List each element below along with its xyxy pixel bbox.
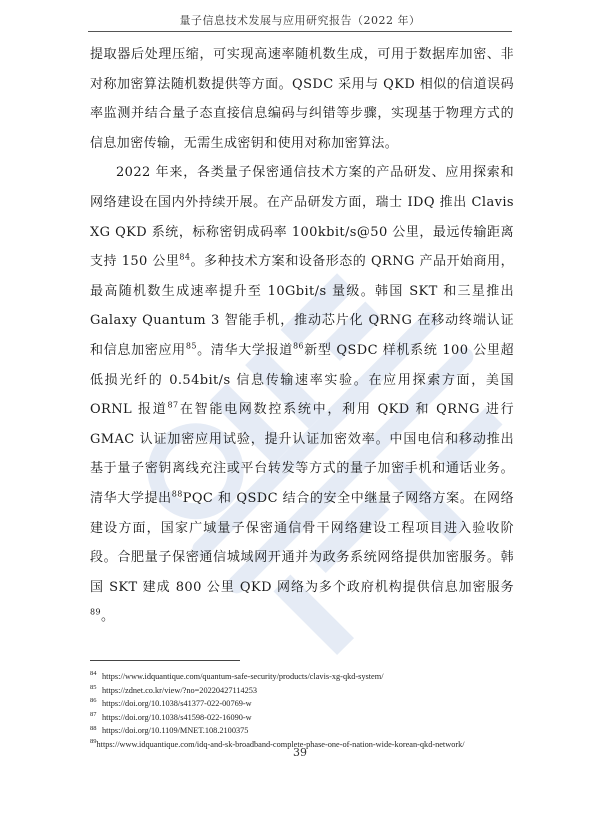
footnote-rule	[90, 660, 240, 661]
paragraph-1	[90, 40, 514, 158]
footnote-89: 89https://www.idquantique.com/idq-and-sk-broadband-complete-phase-one-of-nation-wide-korean-qkd-network/	[90, 738, 465, 749]
footnotes	[90, 670, 520, 752]
footnote-link[interactable]: https://doi.org/10.1038/s41598-022-16090-w	[102, 712, 252, 722]
footnote-link[interactable]: https://doi.org/10.1109/MNET.108.2100375	[102, 726, 249, 736]
body-text	[90, 40, 514, 632]
p2-part-g: 。	[100, 609, 115, 625]
footnote-ref-87[interactable]: 87	[167, 400, 179, 410]
p2-part-c: 。清华大学报道	[196, 342, 293, 358]
footnote-link[interactable]: https://www.idquantique.com/quantum-safe-security/products/clavis-xg-qkd-system/	[102, 672, 384, 681]
footnote-85: 85 https://zdnet.co.kr/view/?no=20220427114253	[90, 683, 258, 695]
footnote-87: 87 https://doi.org/10.1038/s41598-022-16090-w	[90, 711, 252, 722]
p2-part-e: 在智能电网数控系统中，利用 QKD 和 QRNG 进行 GMAC 认证加密应用试验，提升认证加密效率。中国电信和移动推出基于量子密钥离线充注或平台转发等方式的量子加密手机和通话业务。清华大学提出	[90, 402, 514, 506]
footnote-link[interactable]: https://zdnet.co.kr/view/?no=20220427114253	[102, 685, 258, 695]
footnote-link[interactable]: https://doi.org/10.1038/s41377-022-00769-w	[102, 699, 252, 709]
footnote-ref-88[interactable]: 88	[171, 489, 183, 499]
paragraph-2	[90, 158, 514, 632]
footnote-ref-85[interactable]: 85	[185, 341, 197, 351]
footnote-ref-89[interactable]: 89	[90, 607, 101, 617]
footnote-link[interactable]: https://www.idquantique.com/idq-and-sk-broadband-complete-phase-one-of-nation-wide-korean-qkd-network/	[96, 739, 465, 749]
footnote-88: 88 https://doi.org/10.1109/MNET.108.2100375	[90, 724, 249, 736]
footnote-84: 84 https://www.idquantique.com/quantum-safe-security/products/clavis-xg-qkd-system/	[90, 670, 384, 681]
header-rule	[88, 31, 512, 32]
p1-line-1: 提取器后处理压缩，可实现高速率随机数生成，可用于数据库加密、	[90, 47, 501, 62]
p1-line-3: 误码率监测并结合量子态直接信息编码与纠错等步骤，实现基于物理	[90, 76, 514, 122]
p2-part-f: PQC 和 QSDC 结合的安全中继量子网络方案。在网络建设方面，国家广域量子保密通信骨干网络建设工程项目进入验收阶段。合肥量子保密通信城域网开通并为政务系统网络提供加密服务。韩国 SKT 建成 800 公里 QKD 网络为多个政府机构提供信息加密服务	[90, 490, 514, 595]
p1-line-4: 方式的信息加密传输，无需生成密钥和使用对称加密算法。	[90, 106, 515, 151]
p2-part-a: 2022 年来，各类量子保密通信技术方案的产品研发、应用探索和网络建设在国内外持续开展。在产品研发方面，瑞士 IDQ 推出 Clavis XG QKD 系统，标称密钥成码率 100kbit/s@50 公里，最远传输距离支持 150 公里	[90, 165, 514, 270]
p2-part-b: 。多种技术方案和设备形态的 QRNG 产品开始商用，最高随机数生成速率提升至 10Gbit/s 量级。韩国 SKT 和三星推出 Galaxy Quantum 3 智能手机，推动芯片化 QRNG 在移动终端认证和信息加密应用	[90, 254, 514, 358]
p1-line-2: 非对称加密算法随机数提供等方面。QSDC 采用与 QKD 相似的信道	[90, 47, 514, 92]
footnote-86: 86 https://doi.org/10.1038/s41377-022-00769-w	[90, 697, 252, 709]
footnote-ref-86[interactable]: 86	[292, 341, 304, 351]
page-number: 39	[293, 746, 307, 759]
footnote-ref-84[interactable]: 84	[179, 252, 191, 262]
running-header: 量子信息技术发展与应用研究报告（2022 年）	[179, 14, 421, 27]
p2-part-d: 新型 QSDC 样机系统 100 公里超低损光纤的 0.54bit/s 信息传输速率实验。在应用探索方面，美国 ORNL 报道	[90, 342, 514, 418]
